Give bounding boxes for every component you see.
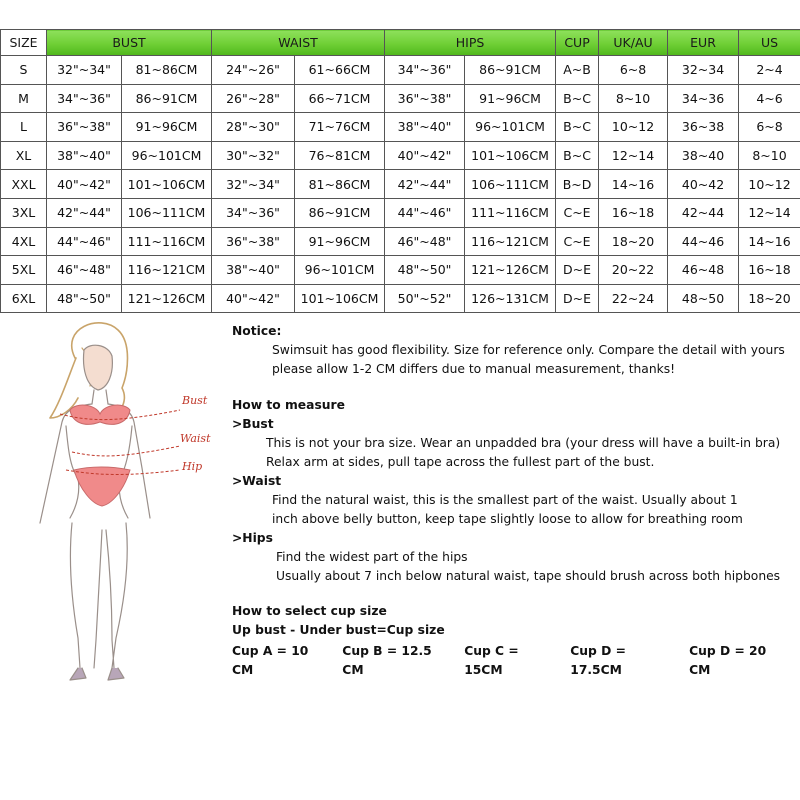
- table-cell: 42"~44": [385, 170, 465, 199]
- bust-instruction: Relax arm at sides, pull tape across the fullest part of the bust.: [266, 455, 655, 469]
- table-cell: B~C: [556, 84, 599, 113]
- table-cell: 61~66CM: [295, 56, 385, 85]
- table-cell: 101~106CM: [295, 284, 385, 313]
- table-cell: 5XL: [1, 256, 47, 285]
- table-cell: 10~12: [599, 113, 668, 142]
- table-cell: 48"~50": [47, 284, 122, 313]
- table-cell: 18~20: [599, 227, 668, 256]
- bust-instruction: This is not your bra size. Wear an unpadded bra (your dress will have a built-in bra): [266, 436, 781, 450]
- table-cell: D~E: [556, 256, 599, 285]
- bikini-top-icon: [70, 405, 130, 424]
- size-notes: [232, 322, 800, 680]
- table-cell: 71~76CM: [295, 113, 385, 142]
- table-cell: 36"~38": [47, 113, 122, 142]
- table-cell: 22~24: [599, 284, 668, 313]
- table-cell: 66~71CM: [295, 84, 385, 113]
- table-cell: 50"~52": [385, 284, 465, 313]
- table-cell: A~B: [556, 56, 599, 85]
- table-cell: 116~121CM: [122, 256, 212, 285]
- table-row: [1, 227, 800, 256]
- header-cup: CUP: [556, 30, 599, 56]
- table-cell: 121~126CM: [465, 256, 556, 285]
- cup-size-item: Cup A = 10 CM: [232, 644, 309, 677]
- table-cell: 26"~28": [212, 84, 295, 113]
- table-cell: 96~101CM: [295, 256, 385, 285]
- bust-label: Bust: [182, 394, 208, 407]
- table-cell: 48~50: [668, 284, 739, 313]
- table-cell: 40"~42": [47, 170, 122, 199]
- table-cell: XXL: [1, 170, 47, 199]
- table-cell: 111~116CM: [465, 198, 556, 227]
- table-cell: 48"~50": [385, 256, 465, 285]
- table-row: [1, 56, 800, 85]
- table-row: [1, 141, 800, 170]
- table-cell: 38~40: [668, 141, 739, 170]
- hips-title: >Hips: [232, 531, 273, 545]
- table-body: [1, 56, 800, 313]
- cup-size-item: Cup D = 20 CM: [689, 644, 767, 677]
- table-cell: C~E: [556, 198, 599, 227]
- cup-title: How to select cup size: [232, 604, 387, 618]
- table-row: [1, 170, 800, 199]
- body-measurement-figure: [20, 318, 220, 688]
- table-cell: 32"~34": [47, 56, 122, 85]
- table-cell: 121~126CM: [122, 284, 212, 313]
- table-cell: 14~16: [599, 170, 668, 199]
- table-cell: 91~96CM: [295, 227, 385, 256]
- table-cell: 101~106CM: [122, 170, 212, 199]
- waist-instruction: inch above belly button, keep tape slightly loose to allow for breathing room: [272, 512, 743, 526]
- table-row: [1, 256, 800, 285]
- table-cell: 14~16: [739, 227, 800, 256]
- table-cell: 16~18: [599, 198, 668, 227]
- table-cell: 42"~44": [47, 198, 122, 227]
- table-cell: 38"~40": [385, 113, 465, 142]
- table-cell: 46~48: [668, 256, 739, 285]
- table-cell: 32"~34": [212, 170, 295, 199]
- table-row: [1, 284, 800, 313]
- table-cell: 40"~42": [212, 284, 295, 313]
- table-cell: 44"~46": [47, 227, 122, 256]
- table-cell: 8~10: [739, 141, 800, 170]
- waist-title: >Waist: [232, 474, 282, 488]
- table-cell: 24"~26": [212, 56, 295, 85]
- table-cell: 6~8: [599, 56, 668, 85]
- table-cell: 86~91CM: [122, 84, 212, 113]
- cup-formula: Up bust - Under bust=Cup size: [232, 623, 445, 637]
- table-cell: 86~91CM: [295, 198, 385, 227]
- table-row: [1, 113, 800, 142]
- table-cell: 96~101CM: [122, 141, 212, 170]
- size-chart-table: [0, 29, 800, 313]
- table-cell: 81~86CM: [295, 170, 385, 199]
- header-size: SIZE: [1, 30, 47, 56]
- table-cell: 6~8: [739, 113, 800, 142]
- table-cell: 91~96CM: [122, 113, 212, 142]
- table-cell: 28"~30": [212, 113, 295, 142]
- table-cell: B~C: [556, 141, 599, 170]
- table-cell: L: [1, 113, 47, 142]
- table-cell: B~C: [556, 113, 599, 142]
- table-cell: 40~42: [668, 170, 739, 199]
- header-eur: EUR: [668, 30, 739, 56]
- cup-size-item: Cup D = 17.5CM: [570, 644, 626, 677]
- table-cell: M: [1, 84, 47, 113]
- table-cell: 16~18: [739, 256, 800, 285]
- table-cell: 6XL: [1, 284, 47, 313]
- cup-size-list: [232, 642, 800, 680]
- notice-line: please allow 1-2 CM differs due to manual measurement, thanks!: [272, 362, 676, 376]
- table-cell: 91~96CM: [465, 84, 556, 113]
- header-uk-au: UK/AU: [599, 30, 668, 56]
- header-hips: HIPS: [385, 30, 556, 56]
- table-cell: 76~81CM: [295, 141, 385, 170]
- table-cell: 20~22: [599, 256, 668, 285]
- table-cell: 3XL: [1, 198, 47, 227]
- table-header-row: [1, 30, 800, 56]
- table-cell: 4XL: [1, 227, 47, 256]
- table-cell: 4~6: [739, 84, 800, 113]
- table-cell: 81~86CM: [122, 56, 212, 85]
- notice-title: Notice:: [232, 324, 282, 338]
- waist-instruction: Find the natural waist, this is the smallest part of the waist. Usually about 1: [272, 493, 738, 507]
- table-cell: 12~14: [599, 141, 668, 170]
- table-cell: 12~14: [739, 198, 800, 227]
- table-row: [1, 84, 800, 113]
- table-cell: 96~101CM: [465, 113, 556, 142]
- waist-label: Waist: [180, 432, 211, 445]
- table-cell: B~D: [556, 170, 599, 199]
- cup-size-item: Cup B = 12.5 CM: [342, 644, 432, 677]
- table-cell: 30"~32": [212, 141, 295, 170]
- table-cell: 44~46: [668, 227, 739, 256]
- table-cell: 34"~36": [385, 56, 465, 85]
- table-cell: 10~12: [739, 170, 800, 199]
- table-cell: 46"~48": [385, 227, 465, 256]
- hips-instruction: Find the widest part of the hips: [276, 550, 468, 564]
- table-cell: 106~111CM: [465, 170, 556, 199]
- table-cell: 116~121CM: [465, 227, 556, 256]
- table-cell: XL: [1, 141, 47, 170]
- table-cell: 40"~42": [385, 141, 465, 170]
- notice-line: Swimsuit has good flexibility. Size for reference only. Compare the detail with yours: [272, 343, 785, 357]
- table-cell: 111~116CM: [122, 227, 212, 256]
- table-cell: 34"~36": [212, 198, 295, 227]
- table-row: [1, 198, 800, 227]
- table-cell: 8~10: [599, 84, 668, 113]
- table-cell: 36~38: [668, 113, 739, 142]
- table-cell: 44"~46": [385, 198, 465, 227]
- table-cell: C~E: [556, 227, 599, 256]
- table-cell: 36"~38": [212, 227, 295, 256]
- table-cell: 106~111CM: [122, 198, 212, 227]
- table-cell: 2~4: [739, 56, 800, 85]
- table-cell: 34~36: [668, 84, 739, 113]
- table-cell: D~E: [556, 284, 599, 313]
- table-cell: 38"~40": [212, 256, 295, 285]
- header-waist: WAIST: [212, 30, 385, 56]
- table-cell: 101~106CM: [465, 141, 556, 170]
- bust-title: >Bust: [232, 417, 274, 431]
- table-cell: 32~34: [668, 56, 739, 85]
- measure-title: How to measure: [232, 398, 345, 412]
- table-cell: S: [1, 56, 47, 85]
- table-cell: 38"~40": [47, 141, 122, 170]
- hip-label: Hip: [182, 460, 203, 473]
- table-cell: 42~44: [668, 198, 739, 227]
- table-cell: 18~20: [739, 284, 800, 313]
- table-cell: 126~131CM: [465, 284, 556, 313]
- hips-instruction: Usually about 7 inch below natural waist, tape should brush across both hipbones: [276, 569, 781, 583]
- header-us: US: [739, 30, 800, 56]
- table-cell: 46"~48": [47, 256, 122, 285]
- header-bust: BUST: [47, 30, 212, 56]
- cup-size-item: Cup C = 15CM: [464, 644, 519, 677]
- table-cell: 36"~38": [385, 84, 465, 113]
- table-cell: 34"~36": [47, 84, 122, 113]
- table-cell: 86~91CM: [465, 56, 556, 85]
